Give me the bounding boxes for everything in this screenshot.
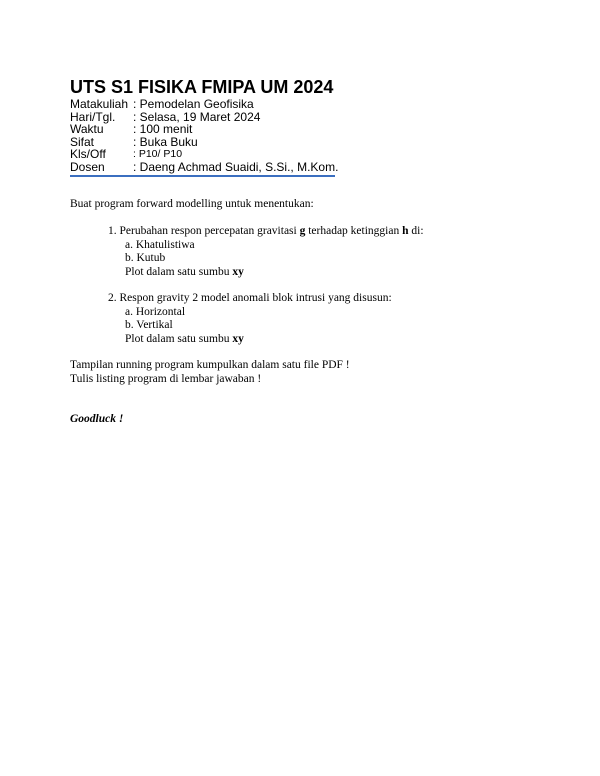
meta-key: Kls/Off [70,147,106,162]
question-number: 2. [108,292,117,304]
question-number: 1. [108,225,117,237]
meta-value: : Pemodelan Geofisika [133,97,254,111]
plot-text: Plot dalam satu sumbu [125,265,233,278]
exam-meta-block [70,97,339,177]
instructions-intro: Buat program forward modelling untuk menentukan: [70,198,314,210]
plot-instruction [108,266,424,280]
meta-key: Matakuliah [70,97,129,111]
meta-row-lecturer [70,159,339,174]
meta-key: Sifat [70,134,95,149]
option-a: a. Horizontal [125,305,186,318]
question-2-stem [108,292,392,306]
question-text: terhadap ketinggian [305,225,403,237]
meta-row-date [70,111,335,124]
question-2 [108,292,392,346]
question-text: Respon gravity 2 model anomali blok intrusi yang disusun: [119,292,392,304]
meta-value: : Buka Buku [133,134,198,149]
closing-line-1: Tampilan running program kumpulkan dalam satu file PDF ! [70,359,350,371]
question-1-stem [108,225,424,239]
option-b: b. Vertikal [125,319,173,331]
meta-value: : P10/ P10 [133,148,183,161]
plot-axis: xy [232,332,244,345]
bold-g: g [299,225,306,237]
meta-key: Waktu [70,122,104,137]
closing-instructions [70,359,350,386]
question-text: di: [408,225,424,237]
meta-row-time [70,123,335,136]
closing-line-2: Tulis listing program di lembar jawaban ! [70,372,262,385]
goodluck-text: Goodluck ! [70,413,124,425]
meta-row-course [70,98,335,111]
exam-title: UTS S1 FISIKA FMIPA UM 2024 [70,77,334,97]
plot-instruction [108,333,392,347]
meta-key: Dosen [70,159,105,174]
option-a: a. Khatulistiwa [125,238,195,251]
plot-axis: xy [232,265,244,278]
plot-text: Plot dalam satu sumbu [125,332,233,345]
meta-row-nature [70,136,335,149]
option-b: b. Kutub [125,252,166,264]
meta-value: : 100 menit [133,122,193,137]
question-1 [108,225,424,279]
question-text: Perubahan respon percepatan gravitasi [119,225,300,237]
meta-value: : Daeng Achmad Suaidi, S.Si., M.Kom. [133,159,339,174]
bold-h: h [402,225,409,237]
meta-key: Hari/Tgl. [70,109,116,124]
meta-value: : Selasa, 19 Maret 2024 [133,109,261,124]
